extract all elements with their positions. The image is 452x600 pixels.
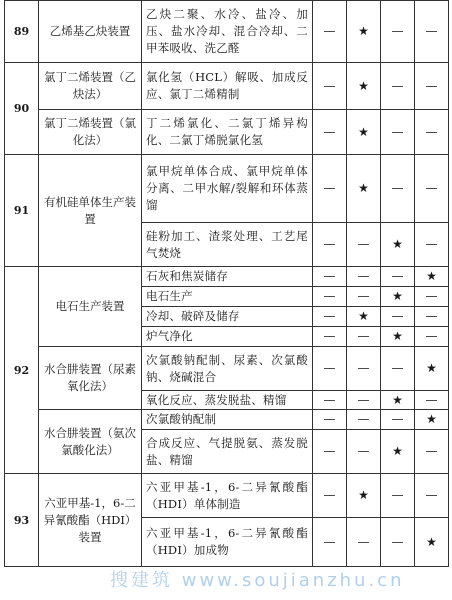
device-name: 电石生产装置 — [39, 267, 142, 347]
dash-mark: — — [415, 1, 449, 63]
dash-mark: — — [415, 307, 449, 327]
star-mark: ★ — [415, 267, 449, 287]
dash-mark: — — [313, 287, 347, 307]
star-mark: ★ — [347, 110, 381, 155]
item-number: 92 — [5, 267, 39, 474]
device-name: 水合肼装置（尿素氧化法） — [39, 347, 142, 410]
dash-mark: — — [313, 410, 347, 430]
dash-mark: — — [381, 267, 415, 287]
device-name: 氯丁二烯装置（乙炔法） — [39, 63, 142, 110]
dash-mark: — — [313, 110, 347, 155]
process-description: 乙炔二聚、水冷、盐冷、加压、盐水冷却、混合冷却、二甲苯吸收、洗乙醛 — [142, 1, 313, 63]
process-description: 氯甲烷单体合成、氯甲烷单体分离、二甲水解/裂解和环体蒸馏 — [142, 155, 313, 223]
star-mark: ★ — [347, 155, 381, 223]
dash-mark: — — [415, 63, 449, 110]
dash-mark: — — [313, 155, 347, 223]
process-description: 合成反应、气提脱氨、蒸发脱盐、精馏 — [142, 430, 313, 474]
dash-mark: — — [347, 327, 381, 347]
hazard-zone-table — [4, 0, 449, 567]
device-name: 氯丁二烯装置（氯化法） — [39, 110, 142, 155]
star-mark: ★ — [347, 307, 381, 327]
process-description: 石灰和焦炭储存 — [142, 267, 313, 287]
dash-mark: — — [313, 430, 347, 474]
star-mark: ★ — [347, 474, 381, 518]
dash-mark: — — [381, 63, 415, 110]
device-name: 有机硅单体生产装置 — [39, 155, 142, 267]
item-number: 89 — [5, 1, 39, 63]
dash-mark: — — [381, 518, 415, 567]
dash-mark: — — [313, 267, 347, 287]
table-row — [5, 63, 449, 110]
process-description: 丁二烯氯化、二氯丁烯异构化、二氯丁烯脱氯化氢 — [142, 110, 313, 155]
process-description: 硅粉加工、渣浆处理、工艺尾气焚烧 — [142, 223, 313, 267]
item-number: 90 — [5, 63, 39, 155]
dash-mark: — — [347, 430, 381, 474]
dash-mark: — — [415, 391, 449, 410]
dash-mark: — — [415, 474, 449, 518]
table-row — [5, 474, 449, 518]
process-description: 六亚甲基-1，6-二异氰酸酯（HDI）单体制造 — [142, 474, 313, 518]
dash-mark: — — [313, 307, 347, 327]
dash-mark: — — [347, 223, 381, 267]
dash-mark: — — [347, 347, 381, 391]
dash-mark: — — [415, 223, 449, 267]
table-row — [5, 347, 449, 391]
star-mark: ★ — [347, 1, 381, 63]
dash-mark: — — [313, 327, 347, 347]
star-mark: ★ — [381, 223, 415, 267]
dash-mark: — — [313, 518, 347, 567]
dash-mark: — — [381, 474, 415, 518]
dash-mark: — — [381, 307, 415, 327]
dash-mark: — — [347, 518, 381, 567]
process-description: 氧化反应、蒸发脱盐、精馏 — [142, 391, 313, 410]
dash-mark: — — [381, 1, 415, 63]
star-mark: ★ — [381, 430, 415, 474]
star-mark: ★ — [381, 391, 415, 410]
dash-mark: — — [313, 474, 347, 518]
process-description: 次氯酸钠配制 — [142, 410, 313, 430]
device-name: 水合肼装置（氨次氯酸化法） — [39, 410, 142, 474]
star-mark: ★ — [347, 63, 381, 110]
table-row — [5, 1, 449, 63]
star-mark: ★ — [415, 347, 449, 391]
dash-mark: — — [381, 155, 415, 223]
item-number: 93 — [5, 474, 39, 567]
process-description: 炉气净化 — [142, 327, 313, 347]
item-number: 91 — [5, 155, 39, 267]
dash-mark: — — [313, 347, 347, 391]
dash-mark: — — [313, 63, 347, 110]
process-description: 六亚甲基-1，6-二异氰酸酯（HDI）加成物 — [142, 518, 313, 567]
table-row — [5, 155, 449, 223]
device-name: 六亚甲基-1，6-二异氰酸酯（HDI）装置 — [39, 474, 142, 567]
process-description: 电石生产 — [142, 287, 313, 307]
dash-mark: — — [415, 110, 449, 155]
dash-mark: — — [313, 1, 347, 63]
dash-mark: — — [381, 347, 415, 391]
star-mark: ★ — [415, 518, 449, 567]
star-mark: ★ — [415, 410, 449, 430]
table-row — [5, 410, 449, 430]
dash-mark: — — [415, 287, 449, 307]
dash-mark: — — [347, 287, 381, 307]
process-description: 次氯酸钠配制、尿素、次氯酸钠、烧碱混合 — [142, 347, 313, 391]
star-mark: ★ — [381, 327, 415, 347]
table-row — [5, 267, 449, 287]
device-name: 乙烯基乙炔装置 — [39, 1, 142, 63]
dash-mark: — — [415, 327, 449, 347]
dash-mark: — — [415, 155, 449, 223]
dash-mark: — — [381, 410, 415, 430]
dash-mark: — — [313, 223, 347, 267]
dash-mark: — — [313, 391, 347, 410]
star-mark: ★ — [381, 287, 415, 307]
watermark: 搜建筑 www.soujianzhu.cn — [110, 570, 405, 591]
dash-mark: — — [415, 430, 449, 474]
dash-mark: — — [381, 110, 415, 155]
table-row — [5, 110, 449, 155]
dash-mark: — — [347, 391, 381, 410]
dash-mark: — — [347, 410, 381, 430]
dash-mark: — — [347, 267, 381, 287]
process-description: 冷却、破碎及储存 — [142, 307, 313, 327]
process-description: 氯化氢（HCL）解吸、加成反应、氯丁二烯精制 — [142, 63, 313, 110]
